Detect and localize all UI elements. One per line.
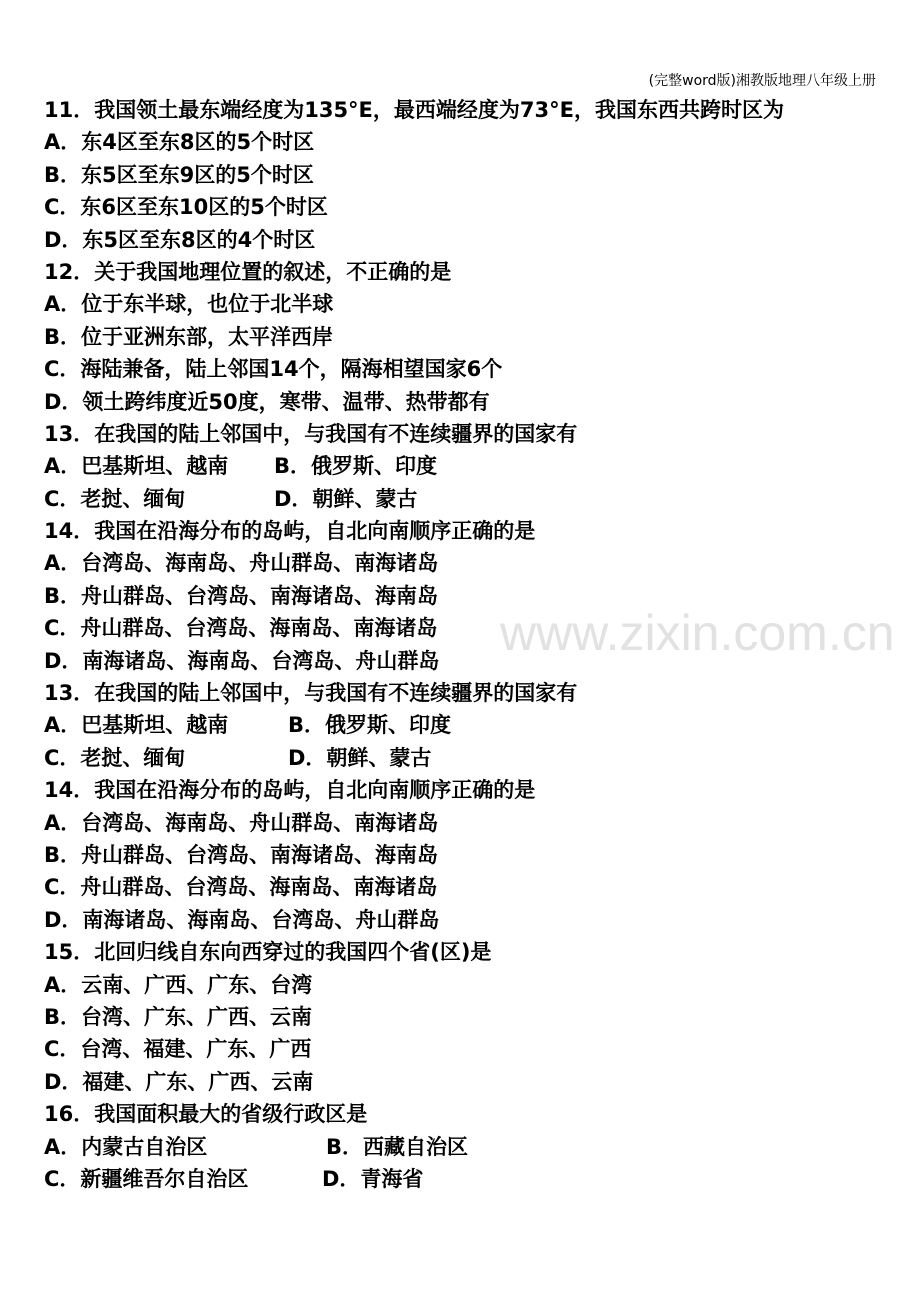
answer-option: D．青海省 <box>322 1166 424 1191</box>
answer-option: D．朝鲜、蒙古 <box>288 745 432 770</box>
answer-option: C．海陆兼备，陆上邻国14个，隔海相望国家6个 <box>44 357 503 382</box>
question-stem: 13．在我国的陆上邻国中，与我国有不连续疆界的国家有 <box>44 421 578 446</box>
answer-option: D．领土跨纬度近50度，寒带、温带、热带都有 <box>44 389 490 414</box>
answer-option: D．南海诸岛、海南岛、台湾岛、舟山群岛 <box>44 648 440 673</box>
answer-option: D．东5区至东8区的4个时区 <box>44 227 316 252</box>
answer-option: B．东5区至东9区的5个时区 <box>44 162 314 187</box>
answer-option: D．福建、广东、广西、云南 <box>44 1069 314 1094</box>
answer-option-pair <box>44 1163 890 1195</box>
answer-option: A．台湾岛、海南岛、舟山群岛、南海诸岛 <box>44 551 439 576</box>
answer-option: D．南海诸岛、海南岛、台湾岛、舟山群岛 <box>44 907 440 932</box>
answer-option: A．内蒙古自治区 <box>44 1134 208 1159</box>
answer-option: C．新疆维吾尔自治区 <box>44 1166 249 1191</box>
document-header: (完整word版)湘教版地理八年级上册 <box>648 73 876 89</box>
answer-option: B．俄罗斯、印度 <box>274 454 438 479</box>
answer-option: C．台湾、福建、广东、广西 <box>44 1037 312 1062</box>
answer-option: A．位于东半球，也位于北半球 <box>44 292 334 317</box>
answer-option: B．西藏自治区 <box>326 1134 469 1159</box>
question-stem: 12．关于我国地理位置的叙述，不正确的是 <box>44 259 452 284</box>
answer-option: C．老挝、缅甸 <box>44 745 186 770</box>
answer-option: A．台湾岛、海南岛、舟山群岛、南海诸岛 <box>44 810 439 835</box>
answer-option-pair <box>44 709 890 741</box>
answer-option-pair <box>44 742 890 774</box>
question-stem: 14．我国在沿海分布的岛屿，自北向南顺序正确的是 <box>44 778 536 803</box>
question-stem: 15．北回归线自东向西穿过的我国四个省(区)是 <box>44 940 492 965</box>
answer-option: D．朝鲜、蒙古 <box>274 486 418 511</box>
question-stem: 13．在我国的陆上邻国中，与我国有不连续疆界的国家有 <box>44 681 578 706</box>
answer-option-pair <box>44 483 890 515</box>
answer-option: B．舟山群岛、台湾岛、南海诸岛、海南岛 <box>44 583 439 608</box>
answer-option: B．舟山群岛、台湾岛、南海诸岛、海南岛 <box>44 842 439 867</box>
question-content <box>44 94 890 1195</box>
answer-option: A．云南、广西、广东、台湾 <box>44 972 313 997</box>
question-stem: 14．我国在沿海分布的岛屿，自北向南顺序正确的是 <box>44 519 536 544</box>
answer-option: C．老挝、缅甸 <box>44 486 186 511</box>
answer-option: B．俄罗斯、印度 <box>288 713 452 738</box>
watermark: www.zixin.com.cn <box>500 605 895 661</box>
answer-option: C．舟山群岛、台湾岛、海南岛、南海诸岛 <box>44 616 438 641</box>
question-stem: 16．我国面积最大的省级行政区是 <box>44 1102 368 1127</box>
answer-option: A．巴基斯坦、越南 <box>44 713 229 738</box>
answer-option: B．位于亚洲东部，太平洋西岸 <box>44 324 334 349</box>
answer-option: C．东6区至东10区的5个时区 <box>44 195 328 220</box>
answer-option: B．台湾、广东、广西、云南 <box>44 1004 313 1029</box>
answer-option-pair <box>44 450 890 482</box>
answer-option: A．东4区至东8区的5个时区 <box>44 130 315 155</box>
answer-option: A．巴基斯坦、越南 <box>44 454 229 479</box>
question-stem: 11．我国领土最东端经度为135°E，最西端经度为73°E，我国东西共跨时区为 <box>44 98 784 122</box>
answer-option: C．舟山群岛、台湾岛、海南岛、南海诸岛 <box>44 875 438 900</box>
answer-option-pair <box>44 1131 890 1163</box>
